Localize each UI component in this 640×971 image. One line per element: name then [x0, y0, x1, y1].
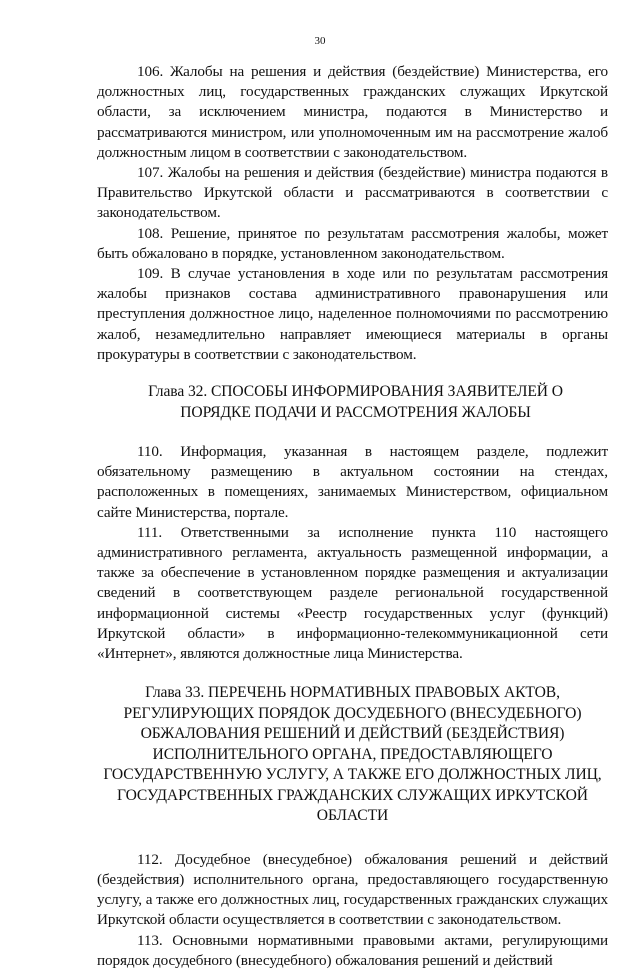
- page-number: 30: [314, 35, 326, 47]
- chapter-33-heading-line: РЕГУЛИРУЮЩИХ ПОРЯДОК ДОСУДЕБНОГО (ВНЕСУДЕБНОГО): [123, 704, 582, 722]
- paragraph-110: 110. Информация, указанная в настоящем разделе, подлежит обязательному размещению в актуальном состоянии на стендах, расположенных в помещениях, занимаемых Министерством, официальном сайте Министерства, портале.: [97, 443, 608, 521]
- paragraph-106: 106. Жалобы на решения и действия (бездействие) Министерства, его должностных лиц, государственных гражданских служащих Иркутской области, за исключением министра, подаются в Министерство и рассматриваются министром, или уполномоченным им на рассмотрение жалоб должностным лицом в соответствии с законодательством.: [97, 63, 608, 161]
- chapter-33-heading-line: ГОСУДАРСТВЕННЫХ ГРАЖДАНСКИХ СЛУЖАЩИХ ИРКУТСКОЙ: [117, 786, 588, 804]
- chapter-32-heading-line: ПОРЯДКЕ ПОДАЧИ И РАССМОТРЕНИЯ ЖАЛОБЫ: [180, 403, 531, 421]
- chapter-33-heading-line: Глава 33. ПЕРЕЧЕНЬ НОРМАТИВНЫХ ПРАВОВЫХ АКТОВ,: [145, 684, 560, 702]
- paragraph-112: 112. Досудебное (внесудебное) обжалования решений и действий (бездействия) исполнительного органа, предоставляющего государственную услугу, а также его должностных лиц, государственных гражданских служащих Иркутской области осуществляется в соответствии с законодательством.: [97, 850, 608, 929]
- chapter-33-heading: [97, 683, 608, 827]
- chapter-32-heading-line: Глава 32. СПОСОБЫ ИНФОРМИРОВАНИЯ ЗАЯВИТЕЛЕЙ О: [148, 383, 563, 401]
- paragraph-108: 108. Решение, принятое по результатам рассмотрения жалобы, может быть обжаловано в порядке, установленном законодательством.: [97, 224, 608, 262]
- paragraph-113: 113. Основными нормативными правовыми актами, регулирующими порядок досудебного (внесудебного) обжалования решений и действий: [97, 931, 608, 969]
- paragraph-109: 109. В случае установления в ходе или по результатам рассмотрения жалобы признаков состава административного правонарушения или преступления должностное лицо, наделенное полномочиями по рассмотрению жалоб, незамедлительно направляет имеющиеся материалы в органы прокуратуры в соответствии с законодательством.: [97, 265, 608, 363]
- paragraph-111: 111. Ответственными за исполнение пункта 110 настоящего административного регламента, актуальность размещенной информации, а также за обеспечение в установленном порядке размещения и актуализации сведений в соответствующем разделе региональной государственной информационной системы «Реестр государственных услуг (функций) Иркутской области» в информационно-телекоммуникационной сети «Интернет», являются должностные лица Министерства.: [97, 523, 608, 663]
- chapter-33-heading-line: ОБЖАЛОВАНИЯ РЕШЕНИЙ И ДЕЙСТВИЙ (БЕЗДЕЙСТВИЯ): [140, 725, 565, 743]
- chapter-32-heading: [97, 382, 608, 423]
- page-content: [97, 62, 608, 971]
- paragraph-107: 107. Жалобы на решения и действия (бездействие) министра подаются в Правительство Иркутской области и рассматриваются в соответствии с законодательством.: [97, 164, 608, 222]
- chapter-33-heading-line: ОБЛАСТИ: [316, 807, 389, 825]
- chapter-33-heading-line: ИСПОЛНИТЕЛЬНОГО ОРГАНА, ПРЕДОСТАВЛЯЮЩЕГО: [152, 745, 553, 763]
- chapter-33-heading-line: ГОСУДАРСТВЕННУЮ УСЛУГУ, А ТАКЖЕ ЕГО ДОЛЖНОСТНЫХ ЛИЦ,: [103, 766, 602, 784]
